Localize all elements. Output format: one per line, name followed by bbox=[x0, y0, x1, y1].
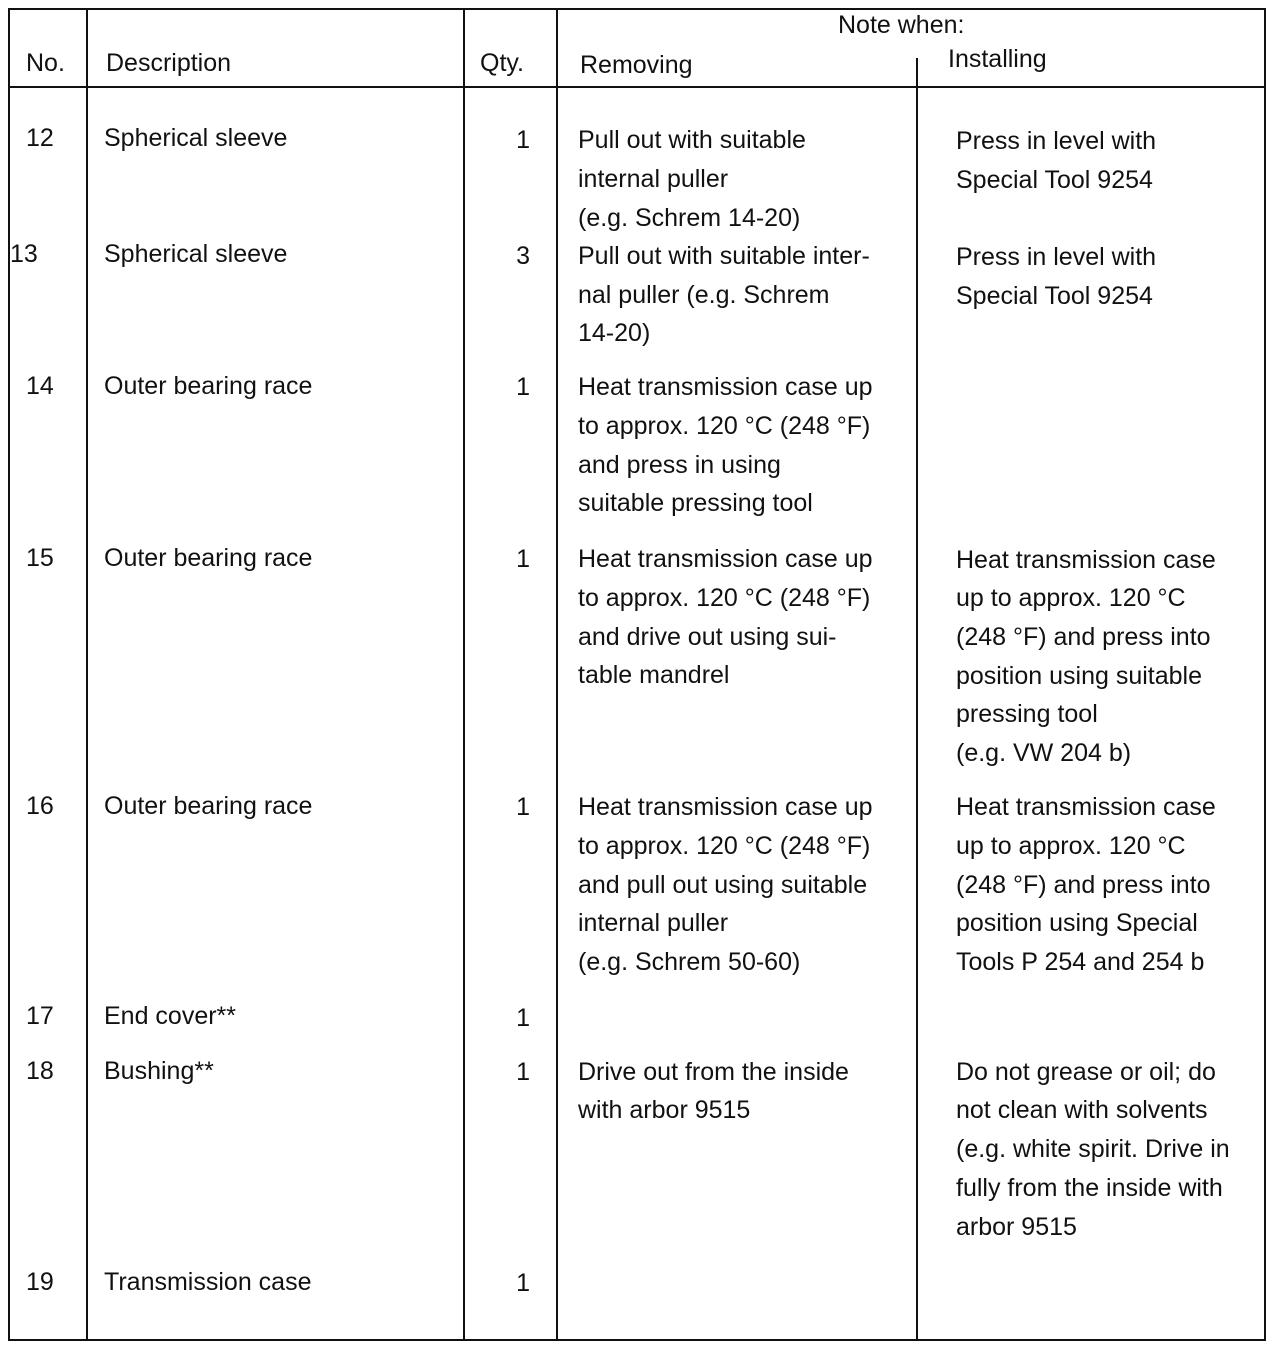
removing-note: internal puller bbox=[578, 909, 729, 937]
installing-note: Press in level with bbox=[956, 127, 1157, 155]
installing-note: Tools P 254 and 254 b bbox=[956, 948, 1205, 976]
removing-note: (e.g. Schrem 50-60) bbox=[578, 948, 801, 976]
removing-note: table mandrel bbox=[578, 661, 730, 689]
removing-note: and press in using bbox=[578, 451, 781, 479]
removing-note: with arbor 9515 bbox=[578, 1096, 751, 1124]
row-description: Outer bearing race bbox=[104, 372, 313, 400]
row-number: 18 bbox=[26, 1057, 54, 1085]
row-qty: 1 bbox=[516, 373, 530, 401]
installing-note: up to approx. 120 °C bbox=[956, 584, 1186, 612]
installing-note: Special Tool 9254 bbox=[956, 166, 1153, 194]
header-description: Description bbox=[106, 49, 232, 77]
row-qty: 1 bbox=[516, 1004, 530, 1032]
header-installing: Installing bbox=[948, 45, 1047, 73]
row-number: 14 bbox=[26, 372, 54, 400]
header-removing: Removing bbox=[580, 51, 693, 79]
removing-note: internal puller bbox=[578, 165, 729, 193]
removing-note: to approx. 120 °C (248 °F) bbox=[578, 584, 871, 612]
removing-note: Pull out with suitable inter- bbox=[578, 242, 870, 270]
installing-note: (248 °F) and press into bbox=[956, 871, 1211, 899]
removing-note: (e.g. Schrem 14-20) bbox=[578, 204, 801, 232]
col-divider-no bbox=[86, 8, 88, 1341]
row-number: 16 bbox=[26, 792, 54, 820]
row-description: Transmission case bbox=[104, 1268, 312, 1296]
installing-note: fully from the inside with bbox=[956, 1174, 1223, 1202]
header-no: No. bbox=[26, 49, 65, 77]
col-divider-removing bbox=[916, 58, 918, 1341]
removing-note: to approx. 120 °C (248 °F) bbox=[578, 832, 871, 860]
row-description: Spherical sleeve bbox=[104, 124, 288, 152]
removing-note: 14-20) bbox=[578, 319, 651, 347]
removing-note: Heat transmission case up bbox=[578, 545, 873, 573]
removing-note: and drive out using sui- bbox=[578, 623, 837, 651]
row-qty: 1 bbox=[516, 1269, 530, 1297]
row-description: End cover** bbox=[104, 1002, 237, 1030]
removing-note: Heat transmission case up bbox=[578, 373, 873, 401]
installing-note: position using suitable bbox=[956, 662, 1202, 690]
header-rule bbox=[8, 86, 1266, 88]
removing-note: Heat transmission case up bbox=[578, 793, 873, 821]
col-divider-description bbox=[463, 8, 465, 1341]
row-number: 15 bbox=[26, 544, 54, 572]
installing-note: up to approx. 120 °C bbox=[956, 832, 1186, 860]
row-description: Outer bearing race bbox=[104, 792, 313, 820]
row-number: 13 bbox=[10, 240, 38, 268]
row-qty: 1 bbox=[516, 126, 530, 154]
col-divider-qty bbox=[556, 8, 558, 1341]
row-number: 17 bbox=[26, 1002, 54, 1030]
removing-note: Drive out from the inside bbox=[578, 1058, 849, 1086]
installing-note: Heat transmission case bbox=[956, 793, 1216, 821]
row-number: 12 bbox=[26, 124, 54, 152]
removing-note: nal puller (e.g. Schrem bbox=[578, 281, 830, 309]
row-description: Spherical sleeve bbox=[104, 240, 288, 268]
removing-note: and pull out using suitable bbox=[578, 871, 868, 899]
installing-note: Heat transmission case bbox=[956, 546, 1216, 574]
header-note-when: Note when: bbox=[838, 11, 965, 39]
installing-note: Do not grease or oil; do bbox=[956, 1058, 1216, 1086]
installing-note: (e.g. white spirit. Drive in bbox=[956, 1135, 1230, 1163]
header-qty: Qty. bbox=[480, 49, 524, 77]
row-description: Bushing** bbox=[104, 1057, 214, 1085]
installing-note: (248 °F) and press into bbox=[956, 623, 1211, 651]
removing-note: Pull out with suitable bbox=[578, 126, 806, 154]
row-description: Outer bearing race bbox=[104, 544, 313, 572]
row-qty: 1 bbox=[516, 793, 530, 821]
row-number: 19 bbox=[26, 1268, 54, 1296]
removing-note: to approx. 120 °C (248 °F) bbox=[578, 412, 871, 440]
row-qty: 1 bbox=[516, 545, 530, 573]
installing-note: (e.g. VW 204 b) bbox=[956, 739, 1132, 767]
installing-note: pressing tool bbox=[956, 700, 1098, 728]
installing-note: not clean with solvents bbox=[956, 1096, 1208, 1124]
row-qty: 1 bbox=[516, 1058, 530, 1086]
row-qty: 3 bbox=[516, 242, 530, 270]
installing-note: arbor 9515 bbox=[956, 1213, 1077, 1241]
removing-note: suitable pressing tool bbox=[578, 489, 813, 517]
installing-note: position using Special bbox=[956, 909, 1198, 937]
installing-note: Press in level with bbox=[956, 243, 1157, 271]
installing-note: Special Tool 9254 bbox=[956, 282, 1153, 310]
